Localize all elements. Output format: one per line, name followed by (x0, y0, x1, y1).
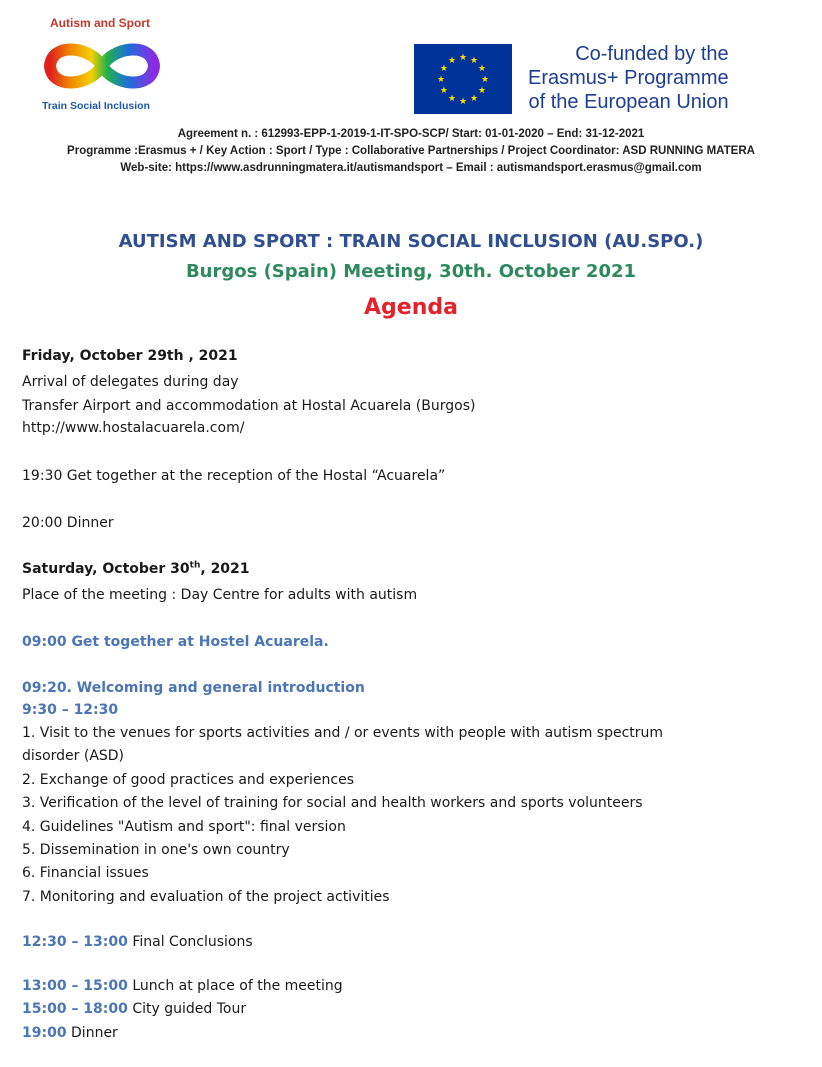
eu-star-icon: ★ (458, 97, 468, 107)
meeting-title: Burgos (Spain) Meeting, 30th. October 2021 (185, 261, 637, 282)
eu-star-icon: ★ (447, 94, 457, 105)
eu-star-icon: ★ (480, 75, 490, 85)
session-time: 9:30 – 12:30 (22, 702, 119, 718)
lunch-row (22, 976, 343, 996)
agenda-item: 2. Exchange of good practices and experiences (22, 772, 354, 788)
project-info (0, 126, 822, 177)
agenda-item: 1. Visit to the venues for sports activities and / or events with people with autism spectrum (22, 725, 664, 741)
saturday-date (22, 559, 250, 579)
tour-time: 15:00 – 18:00 (22, 1001, 128, 1017)
eu-stars (414, 44, 512, 114)
eu-line-1: Co-funded by the (575, 43, 729, 65)
eu-star-icon: ★ (469, 94, 479, 105)
eu-star-icon: ★ (436, 75, 446, 85)
project-title: AUTISM AND SPORT : TRAIN SOCIAL INCLUSION (AU.SPO.) (118, 231, 704, 252)
eu-line-2: Erasmus+ Programme (528, 67, 729, 89)
conclusions-time: 12:30 – 13:00 (22, 934, 128, 950)
agenda-item: 6. Financial issues (22, 865, 149, 881)
eu-star-icon: ★ (469, 55, 479, 66)
agenda-item: 4. Guidelines "Autism and sport": final version (22, 819, 346, 835)
eu-star-icon: ★ (447, 55, 457, 66)
saturday-date-main: Saturday, October 30 (22, 561, 190, 577)
logo-subtitle: Train Social Inclusion (42, 100, 150, 112)
autism-sport-logo (36, 14, 166, 118)
eu-star-icon: ★ (439, 86, 448, 96)
eu-star-icon: ★ (439, 64, 448, 74)
eu-cofunded-text (528, 42, 729, 114)
infinity-icon (38, 32, 166, 100)
friday-get-together: 19:30 Get together at the reception of the Hostal “Acuarela” (22, 468, 446, 484)
agenda-title: Agenda (364, 295, 458, 320)
hostal-link[interactable]: http://www.hostalacuarela.com/ (22, 420, 245, 436)
conclusions-text: Final Conclusions (127, 934, 253, 950)
saturday-place: Place of the meeting : Day Centre for adults with autism (22, 587, 418, 603)
conclusions-row (22, 932, 253, 952)
agenda-item: 7. Monitoring and evaluation of the project activities (22, 889, 390, 905)
document-titles (0, 228, 822, 328)
eu-star-icon: ★ (478, 64, 487, 74)
tour-row (22, 999, 246, 1019)
programme-line: Programme :Erasmus + / Key Action : Sport / Type : Collaborative Partnerships / Project Coordinator: ASD RUNNING MATERA (67, 145, 755, 157)
friday-transfer: Transfer Airport and accommodation at Hostal Acuarela (Burgos) (22, 398, 476, 414)
agenda-item: disorder (ASD) (22, 748, 125, 764)
friday-date: Friday, October 29th , 2021 (22, 348, 238, 364)
saturday-date-sup: th (189, 560, 201, 571)
lunch-text: Lunch at place of the meeting (127, 978, 343, 994)
eu-flag-icon (414, 44, 512, 114)
agenda-item: 5. Dissemination in one's own country (22, 842, 290, 858)
website-line: Web-site: https://www.asdrunningmatera.it/autismandsport – Email : autismandsport.erasmus@gmail.com (120, 162, 702, 174)
friday-arrival: Arrival of delegates during day (22, 374, 239, 390)
eu-star-icon: ★ (458, 53, 468, 63)
dinner-text: Dinner (66, 1025, 118, 1041)
agenda-item: 3. Verification of the level of training for social and health workers and sports volunteers (22, 795, 643, 811)
saturday-welcome: 09:20. Welcoming and general introduction (22, 680, 365, 696)
saturday-get-together: 09:00 Get together at Hostel Acuarela. (22, 634, 329, 650)
dinner-time: 19:00 (22, 1025, 67, 1041)
agreement-line: Agreement n. : 612993-EPP-1-2019-1-IT-SPO-SCP/ Start: 01-01-2020 – End: 31-12-2021 (177, 128, 645, 140)
eu-line-3: of the European Union (528, 91, 729, 113)
logo-title: Autism and Sport (50, 16, 151, 30)
dinner-row (22, 1023, 118, 1043)
friday-dinner: 20:00 Dinner (22, 515, 114, 531)
saturday-date-year: , 2021 (200, 561, 250, 577)
tour-text: City guided Tour (127, 1001, 247, 1017)
lunch-time: 13:00 – 15:00 (22, 978, 128, 994)
eu-star-icon: ★ (478, 86, 487, 96)
